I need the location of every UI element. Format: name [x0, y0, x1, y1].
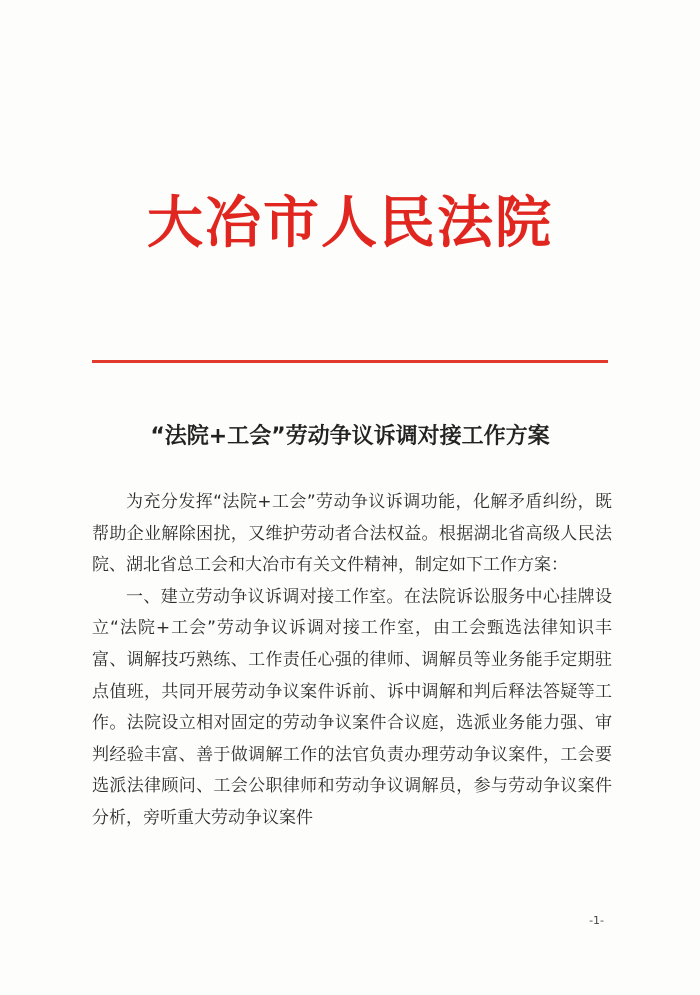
body-paragraph: 为充分发挥“法院+工会”劳动争议诉调功能，化解矛盾纠纷，既帮助企业解除困扰，又维护劳动者合法权益。根据湖北省高级人民法院、湖北省总工会和大冶市有关文件精神，制定如下工作方案： — [92, 492, 612, 576]
page-number: -1- — [589, 914, 604, 927]
issuer-header: 大冶市人民法院 — [147, 190, 553, 256]
document-title: “法院+工会”劳动争议诉调对接工作方案 — [150, 424, 550, 449]
red-divider-line — [92, 360, 608, 363]
body-paragraph: 一、建立劳动争议诉调对接工作室。在法院诉讼服务中心挂牌设立“法院+工会”劳动争议诉调对接工作室，由工会甄选法律知识丰富、调解技巧熟练、工作责任心强的律师、调解员等业务能手定期驻点值班，共同开展劳动争议案件诉前、诉中调解和判后释法答疑等工作。法院设立相对固定的劳动争议案件合议庭，选派业务能力强、审判经验丰富、善于做调解工作的法官负责办理劳动争议案件，工会要选派法律顾问、工会公职律师和劳动争议调解员，参与劳动争议案件分析，旁听重大劳动争议案件 — [92, 586, 612, 828]
document-body — [92, 487, 612, 835]
